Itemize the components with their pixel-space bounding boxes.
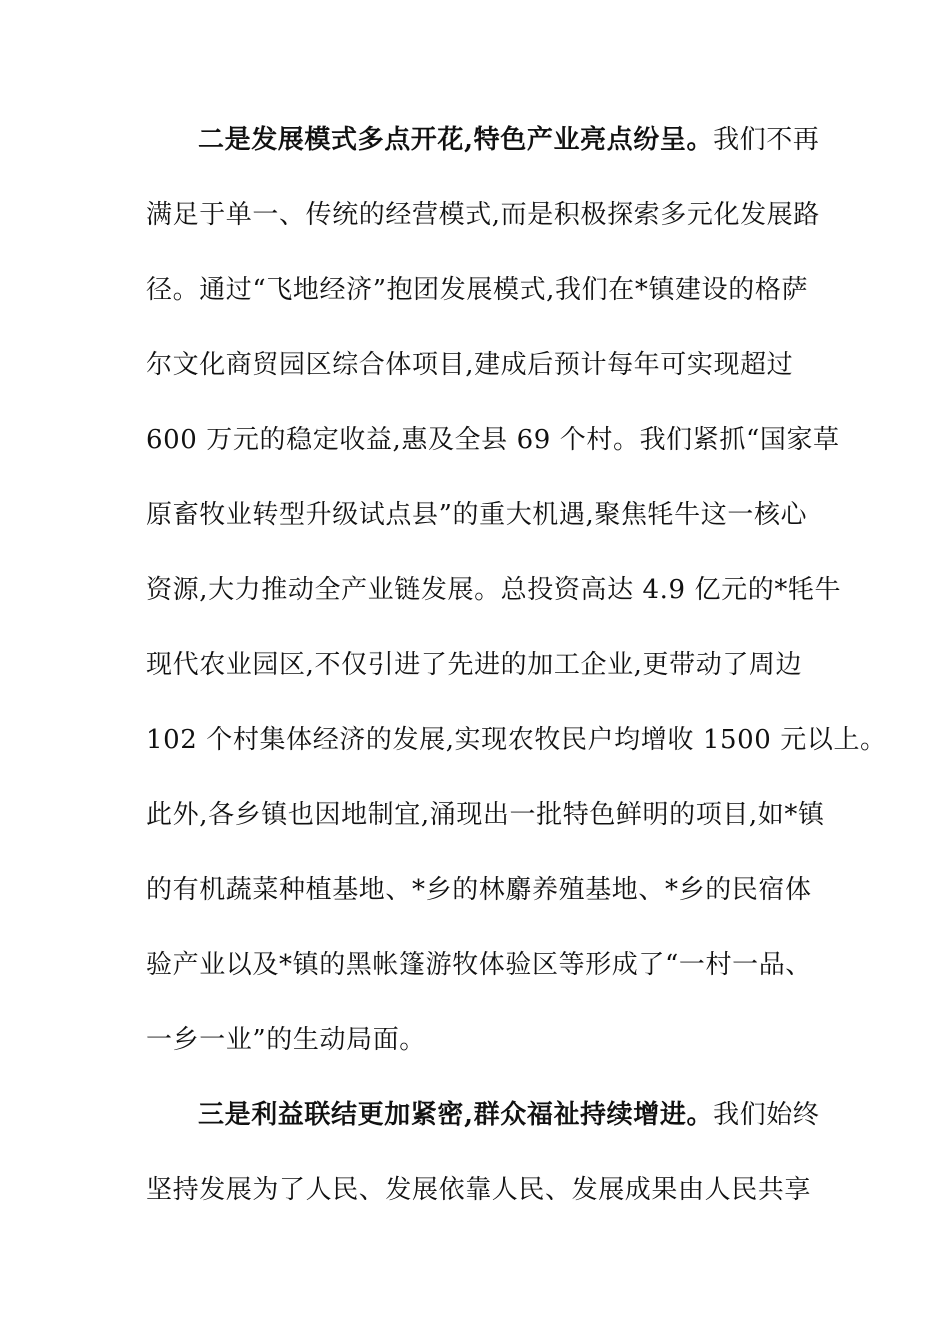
paragraph-2-lead: 三是利益联结更加紧密,群众福祉持续增进。 <box>198 1100 714 1130</box>
paragraph-1-line-7: 资源,大力推动全产业链发展。总投资高达 4.9 亿元的*牦牛 <box>146 575 842 605</box>
paragraph-1-line-5: 600 万元的稳定收益,惠及全县 69 个村。我们紧抓“国家草 <box>146 425 840 455</box>
paragraph-1-line-12: 验产业以及*镇的黑帐篷游牧体验区等形成了“一村一品、 <box>146 950 812 980</box>
paragraph-1-line-10: 此外,各乡镇也因地制宜,涌现出一批特色鲜明的项目,如*镇 <box>146 800 825 830</box>
paragraph-2-line-2: 坚持发展为了人民、发展依靠人民、发展成果由人民共享 <box>146 1175 812 1205</box>
paragraph-1-line-4: 尔文化商贸园区综合体项目,建成后预计每年可实现超过 <box>146 350 794 380</box>
paragraph-2-line-1 <box>198 1095 819 1135</box>
paragraph-1-line-9: 102 个村集体经济的发展,实现农牧民户均增收 1500 元以上。 <box>146 725 887 755</box>
paragraph-1-line-2: 满足于单一、传统的经营模式,而是积极探索多元化发展路 <box>146 200 820 230</box>
paragraph-1-line-8: 现代农业园区,不仅引进了先进的加工企业,更带动了周边 <box>146 650 803 680</box>
paragraph-1-line-6: 原畜牧业转型升级试点县”的重大机遇,聚焦牦牛这一核心 <box>146 500 808 530</box>
paragraph-1-text: 我们不再 <box>713 125 820 155</box>
paragraph-1-lead: 二是发展模式多点开花,特色产业亮点纷呈。 <box>198 125 714 155</box>
paragraph-1-line-3: 径。通过“飞地经济”抱团发展模式,我们在*镇建设的格萨 <box>146 275 809 305</box>
paragraph-1-line-11: 的有机蔬菜种植基地、*乡的林麝养殖基地、*乡的民宿体 <box>146 875 812 905</box>
paragraph-1-line-1 <box>198 120 819 160</box>
paragraph-2-text: 我们始终 <box>713 1100 820 1130</box>
paragraph-1-line-13: 一乡一业”的生动局面。 <box>146 1025 426 1055</box>
